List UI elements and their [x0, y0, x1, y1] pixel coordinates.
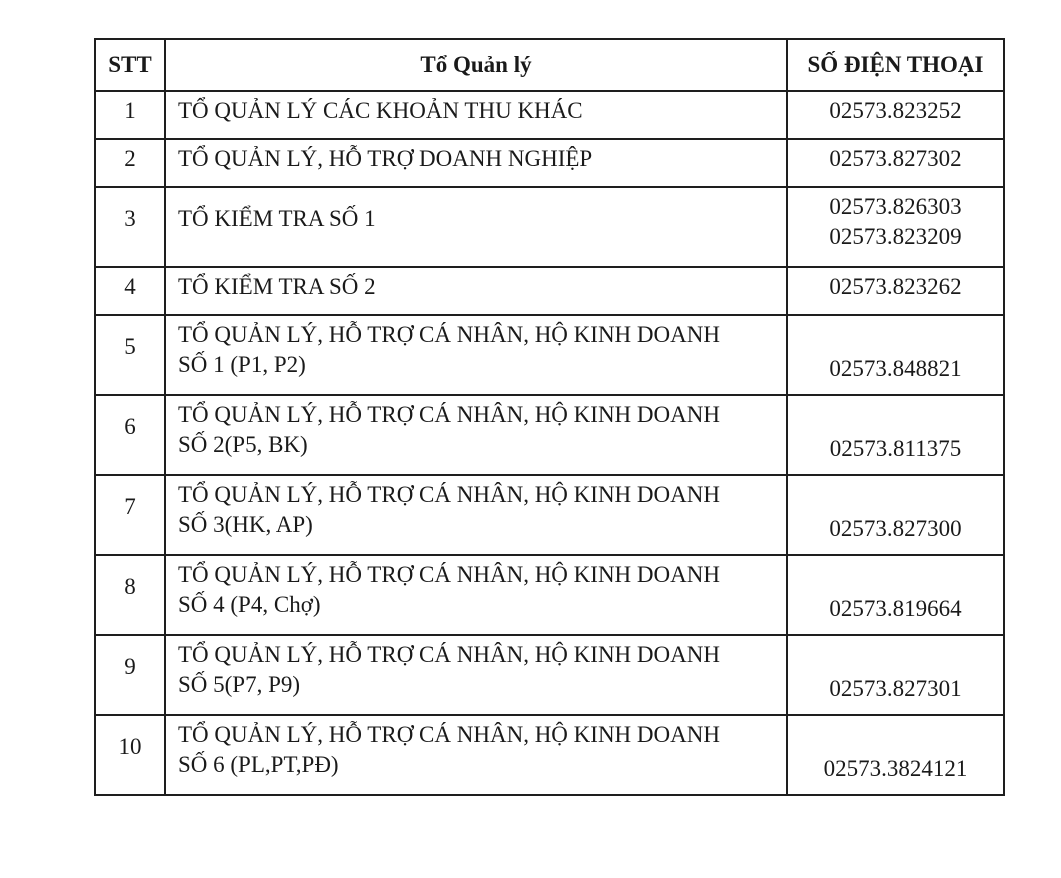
- row-phone: [787, 139, 1004, 187]
- table-body: [95, 91, 1004, 795]
- table-row: [95, 475, 1004, 555]
- row-name: [165, 715, 787, 795]
- header-row: [95, 39, 1004, 91]
- phone-number[interactable]: 02573.823252: [829, 98, 962, 123]
- phone-number[interactable]: 02573.827300: [829, 516, 962, 541]
- row-name-line: TỔ QUẢN LÝ, HỖ TRỢ CÁ NHÂN, HỘ KINH DOANH: [178, 402, 720, 427]
- row-stt: 7: [95, 475, 165, 555]
- row-phone: [787, 395, 1004, 475]
- row-phone: [787, 315, 1004, 395]
- row-phone: [787, 635, 1004, 715]
- phone-number[interactable]: 02573.811375: [829, 436, 962, 461]
- row-name: [165, 555, 787, 635]
- row-name-line: TỔ QUẢN LÝ CÁC KHOẢN THU KHÁC: [178, 98, 583, 123]
- row-name: [165, 267, 787, 315]
- row-name-line: TỔ KIỂM TRA SỐ 1: [178, 206, 376, 231]
- row-name-line: TỔ QUẢN LÝ, HỖ TRỢ CÁ NHÂN, HỘ KINH DOANH: [178, 482, 720, 507]
- row-name-line: SỐ 5(P7, P9): [178, 672, 301, 697]
- row-name: [165, 91, 787, 139]
- row-name-line: TỔ QUẢN LÝ, HỖ TRỢ CÁ NHÂN, HỘ KINH DOANH: [178, 562, 720, 587]
- phone-number[interactable]: 02573.827301: [829, 676, 962, 701]
- row-name-line: TỔ KIỂM TRA SỐ 2: [178, 274, 376, 299]
- row-stt: 4: [95, 267, 165, 315]
- row-name-line: TỔ QUẢN LÝ, HỖ TRỢ CÁ NHÂN, HỘ KINH DOANH: [178, 322, 720, 347]
- phone-number[interactable]: 02573.3824121: [823, 756, 968, 781]
- row-phone: [787, 267, 1004, 315]
- row-name-line: SỐ 3(HK, AP): [178, 512, 313, 537]
- row-phone: [787, 555, 1004, 635]
- row-stt: 3: [95, 187, 165, 267]
- row-stt: 9: [95, 635, 165, 715]
- row-stt: 8: [95, 555, 165, 635]
- table-row: [95, 315, 1004, 395]
- table-row: [95, 555, 1004, 635]
- table-row: [95, 139, 1004, 187]
- contacts-table: [94, 38, 1005, 796]
- table-row: [95, 635, 1004, 715]
- table-row: [95, 267, 1004, 315]
- row-name-line: SỐ 4 (P4, Chợ): [178, 592, 321, 617]
- phone-number[interactable]: 02573.823262: [829, 274, 962, 299]
- row-name-line: SỐ 1 (P1, P2): [178, 352, 306, 377]
- row-stt: 2: [95, 139, 165, 187]
- table-header: [95, 39, 1004, 91]
- header-stt: STT: [95, 39, 165, 91]
- row-name: [165, 315, 787, 395]
- table-row: [95, 395, 1004, 475]
- table-row: [95, 91, 1004, 139]
- row-phone: [787, 715, 1004, 795]
- phone-number[interactable]: 02573.848821: [829, 356, 962, 381]
- row-stt: 5: [95, 315, 165, 395]
- row-name: [165, 187, 787, 267]
- row-name: [165, 139, 787, 187]
- row-name: [165, 475, 787, 555]
- table-row: [95, 187, 1004, 267]
- row-name-line: TỔ QUẢN LÝ, HỖ TRỢ CÁ NHÂN, HỘ KINH DOANH: [178, 642, 720, 667]
- row-phone: [787, 91, 1004, 139]
- row-name: [165, 395, 787, 475]
- row-phone: [787, 475, 1004, 555]
- phone-number[interactable]: 02573.819664: [829, 596, 962, 621]
- header-name: Tổ Quản lý: [165, 39, 787, 91]
- row-name-line: SỐ 2(P5, BK): [178, 432, 308, 457]
- row-name-line: TỔ QUẢN LÝ, HỖ TRỢ CÁ NHÂN, HỘ KINH DOANH: [178, 722, 720, 747]
- row-name: [165, 635, 787, 715]
- row-name-line: SỐ 6 (PL,PT,PĐ): [178, 752, 339, 777]
- row-name-line: TỔ QUẢN LÝ, HỖ TRỢ DOANH NGHIỆP: [178, 146, 593, 171]
- header-phone: SỐ ĐIỆN THOẠI: [787, 39, 1004, 91]
- row-stt: 1: [95, 91, 165, 139]
- table-row: [95, 715, 1004, 795]
- row-phone: [787, 187, 1004, 267]
- phone-number[interactable]: 02573.827302: [829, 146, 962, 171]
- row-stt: 10: [95, 715, 165, 795]
- row-stt: 6: [95, 395, 165, 475]
- phone-number[interactable]: 02573.826303: [829, 194, 962, 219]
- phone-number[interactable]: 02573.823209: [829, 224, 962, 249]
